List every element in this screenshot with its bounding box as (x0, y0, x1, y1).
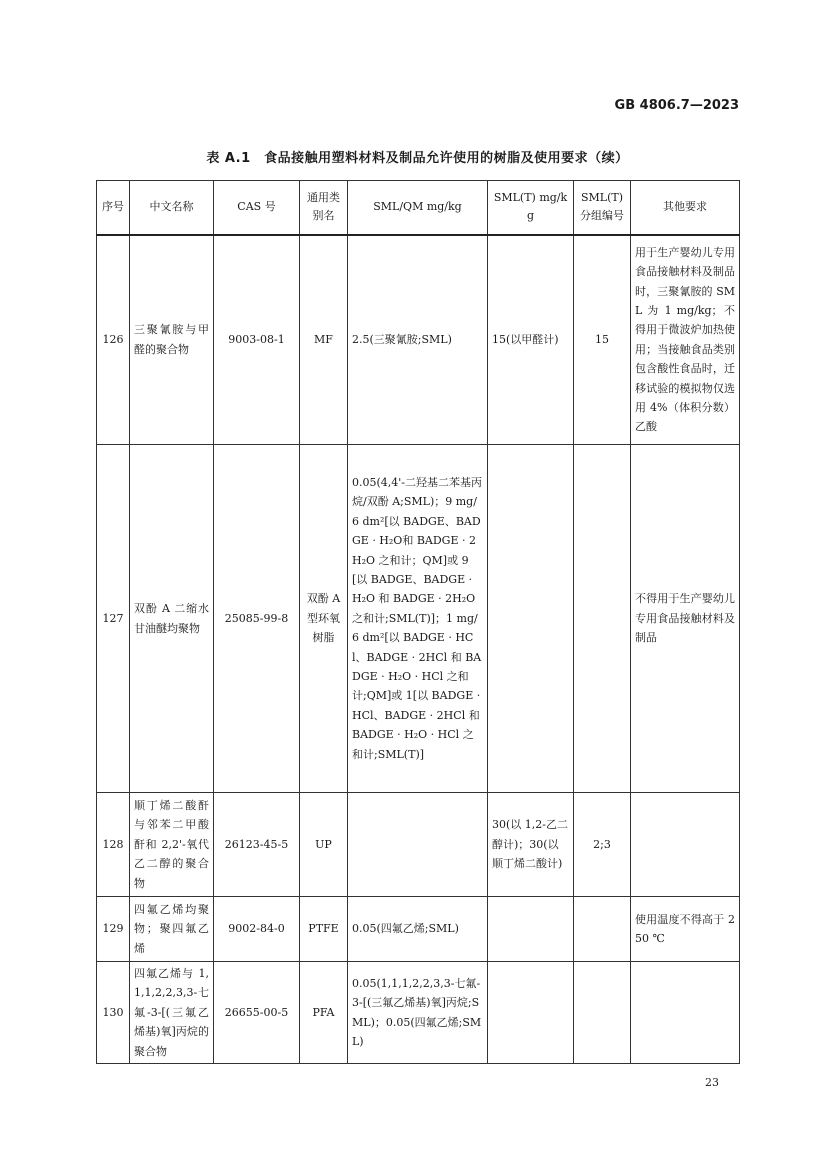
cell-sml-qm: 2.5(三聚氰胺;SML) (348, 235, 488, 445)
col-header-category: 通用类别名 (300, 181, 348, 235)
cell-group (574, 445, 631, 793)
table-header-row (97, 181, 740, 235)
cell-no: 128 (97, 793, 130, 897)
cell-name: 顺丁烯二酸酐与邻苯二甲酸酐和 2,2'-氧代乙二醇的聚合物 (130, 793, 214, 897)
table-caption: 表 A.1 食品接触用塑料材料及制品允许使用的树脂及使用要求（续） (206, 151, 629, 166)
cell-other (631, 793, 740, 897)
cell-name: 四氟乙烯均聚物；聚四氟乙烯 (130, 897, 214, 962)
cell-sml-qm (348, 793, 488, 897)
cell-cas: 26655-00-5 (214, 962, 300, 1064)
col-header-sml-t: SML(T) mg/kg (488, 181, 574, 235)
cell-group (574, 962, 631, 1064)
col-header-no: 序号 (97, 181, 130, 235)
cell-sml-qm: 0.05(1,1,1,2,2,3,3-七氟-3-[(三氟乙烯基)氧]丙烷;SML)；0.05(四氟乙烯;SML) (348, 962, 488, 1064)
cell-name: 三聚氰胺与甲醛的聚合物 (130, 235, 214, 445)
cell-category: 双酚 A 型环氧树脂 (300, 445, 348, 793)
cell-category: UP (300, 793, 348, 897)
cell-no: 129 (97, 897, 130, 962)
cell-other: 使用温度不得高于 250 ℃ (631, 897, 740, 962)
cell-sml-t (488, 445, 574, 793)
standard-number: GB 4806.7—2023 (614, 98, 739, 113)
cell-name: 双酚 A 二缩水甘油醚均聚物 (130, 445, 214, 793)
cell-category: PTFE (300, 897, 348, 962)
table-row (97, 793, 740, 897)
cell-sml-t (488, 897, 574, 962)
col-header-cas: CAS 号 (214, 181, 300, 235)
cell-sml-qm: 0.05(四氟乙烯;SML) (348, 897, 488, 962)
col-header-group: SML(T) 分组编号 (574, 181, 631, 235)
cell-sml-t (488, 962, 574, 1064)
cell-cas: 26123-45-5 (214, 793, 300, 897)
cell-category: MF (300, 235, 348, 445)
cell-name: 四氟乙烯与 1,1,1,2,2,3,3-七氟-3-[(三氟乙烯基)氧]丙烷的聚合物 (130, 962, 214, 1064)
cell-sml-qm: 0.05(4,4'-二羟基二苯基丙烷/双酚 A;SML)；9 mg/6 dm²[以 BADGE、BADGE · H₂O和 BADGE · 2H₂O 之和计；QM]或 9 [以 BADGE、BADGE · H₂O 和 BADGE · 2H₂O 之和计;SML(T)]；1 mg/6 dm²[以 BADGE · HCl、BADGE · 2HCl 和 BADGE · H₂O · HCl 之和计;QM]或 1[以 BADGE · HCl、BADGE · 2HCl 和 BADGE · H₂O · HCl 之和计;SML(T)] (348, 445, 488, 793)
cell-no: 126 (97, 235, 130, 445)
col-header-other: 其他要求 (631, 181, 740, 235)
cell-category: PFA (300, 962, 348, 1064)
cell-other (631, 962, 740, 1064)
col-header-sml-qm: SML/QM mg/kg (348, 181, 488, 235)
cell-other: 用于生产婴幼儿专用食品接触材料及制品时，三聚氰胺的 SML 为 1 mg/kg；不得用于微波炉加热使用；当接触食品类别包含酸性食品时，迁移试验的模拟物仅选用 4%（体积分数）乙酸 (631, 235, 740, 445)
cell-group: 2;3 (574, 793, 631, 897)
cell-no: 130 (97, 962, 130, 1064)
table-row (97, 235, 740, 445)
table-row (97, 962, 740, 1064)
cell-group: 15 (574, 235, 631, 445)
cell-other: 不得用于生产婴幼儿专用食品接触材料及制品 (631, 445, 740, 793)
cell-sml-t: 15(以甲醛计) (488, 235, 574, 445)
page-number: 23 (705, 1076, 719, 1089)
cell-cas: 9003-08-1 (214, 235, 300, 445)
cell-cas: 9002-84-0 (214, 897, 300, 962)
resin-table (96, 180, 740, 1064)
cell-group (574, 897, 631, 962)
col-header-name: 中文名称 (130, 181, 214, 235)
table-row (97, 897, 740, 962)
cell-no: 127 (97, 445, 130, 793)
table-row (97, 445, 740, 793)
cell-sml-t: 30(以 1,2-乙二醇计)；30(以顺丁烯二酸计) (488, 793, 574, 897)
cell-cas: 25085-99-8 (214, 445, 300, 793)
